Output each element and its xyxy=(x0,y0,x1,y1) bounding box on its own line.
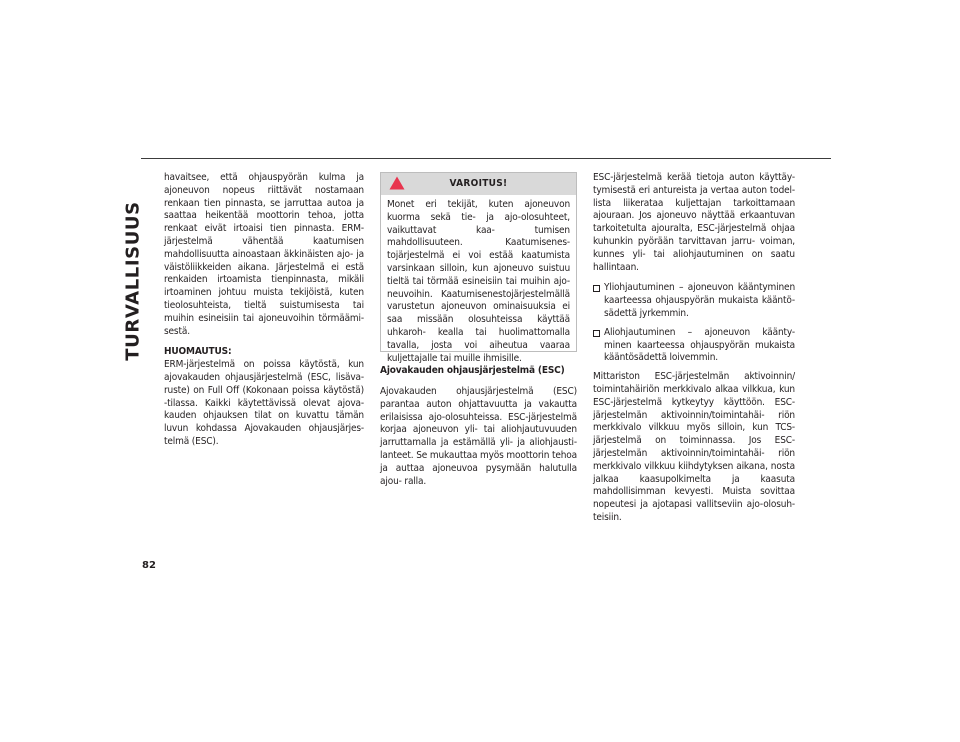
header-rule xyxy=(141,158,831,159)
list-item-text: Yliohjautuminen – ajoneuvon kääntyminen kaarteessa ohjauspyörän mukaista kääntö- sädettä jyrkemmin. xyxy=(604,282,795,319)
column-3 xyxy=(593,172,795,533)
section-tab-label: TURVALLISUUS xyxy=(122,201,144,361)
checkbox-bullet-icon xyxy=(593,285,600,292)
bullet-list xyxy=(593,282,795,365)
warning-box xyxy=(380,172,577,364)
warning-text: Monet eri tekijät, kuten ajoneuvon kuorma sekä tie- ja ajo-olosuhteet, vaikuttavat kaa- tumisen mahdollisuuteen. Kaatumisenes- tojärjestelmä ei voi estää kaatumista varsinkaan silloin, kun ajoneuvo suistuu tieltä tai törmää esineisiin tai muihin ajo- neuvoihin. Kaatumisenestojärjestelmällä varustetun ajoneuvon ominaisuuksia ei saa missään olosuhteissa käyttää uhkaroh- kealla tai huolimattomalla tavalla, josta voi aiheutua vaaraa kuljettajalle tai muille ihmisille. xyxy=(387,199,570,364)
section-heading: Ajovakauden ohjausjärjestelmä (ESC) xyxy=(380,365,565,376)
note-heading: HUOMAUTUS: xyxy=(164,346,232,358)
paragraph: havaitsee, että ohjauspyörän kulma ja ajoneuvon nopeus riittävät nostamaan renkaan tien pinnasta, se jarruttaa autoa ja saattaa heikentää moottorin tehoa, jotta renkaat eivät irtoaisi tien pinnasta. ERM-järjestelmä vähentää kaatumisen mahdollisuutta ainoastaan äkkinäisten ajo- ja väistöliikkeiden aikana. Järjestelmä ei estä renkaiden irtoamista tienpinnasta, mikäli irtoaminen johtuu muista tekijöistä, kuten tieolosuhteista, tieltä suistumisesta tai muihin esineisiin tai ajoneuvoihin törmäämi- sestä. xyxy=(164,172,364,337)
section-text: Ajovakauden ohjausjärjestelmä (ESC) parantaa auton ohjattavuutta ja vakautta erilaisissa ajo-olosuhteissa. ESC-järjestelmä korjaa ajoneuvon yli- tai aliohjautuvuuden jarruttamalla ja estämällä yli- ja aliohjausti- lanteet. Se mukauttaa myös moottorin tehoa ja auttaa ajoneuvoa pysymään halutulla ajou- ralla. xyxy=(380,386,578,487)
column-1 xyxy=(164,172,364,457)
list-item xyxy=(593,327,795,365)
paragraph: Mittariston ESC-järjestelmän aktivoinnin/ toimintahäiriön merkkivalo alkaa vilkkua, kun ESC-järjestelmä kytkeytyy käyttöön. ESC-järjestelmän aktivoinnin/toimintahäi- riön merkkivalo vilkkuu myös silloin, kun TCS-järjestelmä on toiminnassa. Jos ESC-järjestelmän aktivoinnin/toimintahäi- riön merkkivalo vilkkuu kiihdytyksen aikana, nosta jalkaa kaasupolkimelta ja kaasuta mahdollisimman kevyesti. Muista sovittaa nopeutesi ja ajotapasi vallitseviin ajo-olosuh- teisiin. xyxy=(593,371,795,523)
note-text: ERM-järjestelmä on poissa käytöstä, kun ajovakauden ohjausjärjestelmä (ESC, lisäva- ruste) on Full Off (Kokonaan poissa käytöstä) -tilassa. Kaikki käytettävissä olevat ajova- kauden ohjauksen tilat on kuvattu tämän luvun kohdassa Ajovakauden ohjausjärjes- telmä (ESC). xyxy=(164,359,364,447)
paragraph: ESC-järjestelmä kerää tietoja auton käyttäy- tymisestä eri antureista ja vertaa auton todel- lista liikerataa kuljettajan tarkoittamaan ajouraan. Jos ajoneuvo näyttää erkaantuvan tarkoitetulta ajouralta, ESC-järjestelmä ohjaa kuhunkin pyörään tarvittavan jarru- voiman, kunnes yli- tai aliohjautuminen on saatu hallintaan. xyxy=(593,172,795,273)
warning-header xyxy=(381,173,576,195)
list-item xyxy=(593,282,795,320)
warning-title: VAROITUS! xyxy=(449,178,508,189)
list-item-text: Aliohjautuminen – ajoneuvon käänty- minen kaarteessa ohjauspyörän mukaista kääntösädettä loivemmin. xyxy=(604,326,795,364)
checkbox-bullet-icon xyxy=(593,330,600,337)
page-number: 82 xyxy=(142,560,156,571)
